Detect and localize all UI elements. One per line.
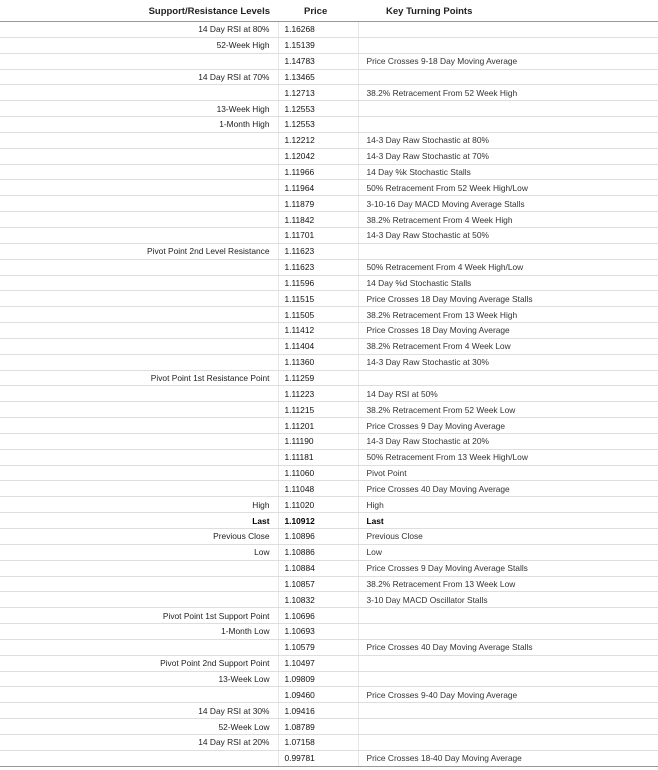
turning-point-cell [358, 370, 658, 386]
price-cell: 1.12212 [278, 132, 358, 148]
turning-point-cell: 38.2% Retracement From 4 Week High [358, 212, 658, 228]
table-row [0, 513, 658, 529]
turning-point-cell: Price Crosses 18 Day Moving Average Stalls [358, 291, 658, 307]
level-cell [0, 465, 278, 481]
level-cell [0, 132, 278, 148]
price-cell: 1.10693 [278, 624, 358, 640]
price-cell: 1.11190 [278, 433, 358, 449]
level-cell [0, 687, 278, 703]
table-row [0, 307, 658, 323]
turning-point-cell: Price Crosses 40 Day Moving Average Stalls [358, 639, 658, 655]
turning-point-cell: 14 Day RSI at 50% [358, 386, 658, 402]
turning-point-cell: 50% Retracement From 13 Week High/Low [358, 449, 658, 465]
turning-points-table [0, 2, 658, 767]
table-row [0, 560, 658, 576]
table-row [0, 85, 658, 101]
turning-point-cell: 14-3 Day Raw Stochastic at 80% [358, 132, 658, 148]
turning-point-cell [358, 624, 658, 640]
turning-point-cell: Price Crosses 18-40 Day Moving Average [358, 750, 658, 766]
level-cell [0, 449, 278, 465]
price-cell: 1.10896 [278, 529, 358, 545]
table-row [0, 703, 658, 719]
table-row [0, 243, 658, 259]
table-row [0, 608, 658, 624]
table-row [0, 148, 658, 164]
turning-point-cell [358, 734, 658, 750]
level-cell [0, 291, 278, 307]
table-header [0, 2, 658, 22]
price-cell: 1.09809 [278, 671, 358, 687]
price-cell: 1.13465 [278, 69, 358, 85]
price-cell: 1.09416 [278, 703, 358, 719]
level-cell [0, 592, 278, 608]
price-cell: 1.12553 [278, 101, 358, 117]
price-cell: 1.10579 [278, 639, 358, 655]
price-cell: 1.12713 [278, 85, 358, 101]
level-cell: Low [0, 544, 278, 560]
price-cell: 1.09460 [278, 687, 358, 703]
price-cell: 1.11360 [278, 354, 358, 370]
table-row [0, 180, 658, 196]
turning-point-cell [358, 703, 658, 719]
price-cell: 1.12042 [278, 148, 358, 164]
turning-point-cell: 14 Day %k Stochastic Stalls [358, 164, 658, 180]
table-row [0, 117, 658, 133]
price-cell: 1.08789 [278, 719, 358, 735]
table-row [0, 22, 658, 38]
table-row [0, 370, 658, 386]
price-cell: 1.10832 [278, 592, 358, 608]
price-cell: 1.11201 [278, 418, 358, 434]
level-cell [0, 639, 278, 655]
turning-point-cell [358, 69, 658, 85]
price-cell: 1.10886 [278, 544, 358, 560]
level-cell [0, 85, 278, 101]
table-row [0, 418, 658, 434]
price-cell: 1.10497 [278, 655, 358, 671]
table-row [0, 338, 658, 354]
turning-point-cell: 14-3 Day Raw Stochastic at 30% [358, 354, 658, 370]
price-cell: 1.11048 [278, 481, 358, 497]
level-cell: 1-Month High [0, 117, 278, 133]
level-cell [0, 402, 278, 418]
level-cell [0, 53, 278, 69]
table-row [0, 386, 658, 402]
turning-point-cell: Price Crosses 9-18 Day Moving Average [358, 53, 658, 69]
table-row [0, 576, 658, 592]
turning-point-cell: 38.2% Retracement From 13 Week Low [358, 576, 658, 592]
price-cell: 1.16268 [278, 22, 358, 38]
table-row [0, 402, 658, 418]
table-row [0, 196, 658, 212]
level-cell [0, 560, 278, 576]
level-cell [0, 354, 278, 370]
turning-point-cell [358, 655, 658, 671]
level-cell: 13-Week High [0, 101, 278, 117]
level-cell [0, 164, 278, 180]
level-cell: 52-Week Low [0, 719, 278, 735]
turning-point-cell [358, 671, 658, 687]
table-row [0, 101, 658, 117]
price-cell: 1.11879 [278, 196, 358, 212]
table-row [0, 529, 658, 545]
table-row [0, 544, 658, 560]
level-cell [0, 386, 278, 402]
price-cell: 1.11404 [278, 338, 358, 354]
turning-point-cell [358, 101, 658, 117]
turning-point-cell [358, 22, 658, 38]
turning-point-cell: 38.2% Retracement From 52 Week High [358, 85, 658, 101]
price-cell: 1.11060 [278, 465, 358, 481]
table-row [0, 164, 658, 180]
level-cell [0, 750, 278, 766]
level-cell: 13-Week Low [0, 671, 278, 687]
price-cell: 1.11020 [278, 497, 358, 513]
table-row [0, 592, 658, 608]
level-cell [0, 180, 278, 196]
level-cell: 14 Day RSI at 30% [0, 703, 278, 719]
price-cell: 1.10912 [278, 513, 358, 529]
table-row [0, 465, 658, 481]
level-cell [0, 338, 278, 354]
turning-point-cell: Price Crosses 40 Day Moving Average [358, 481, 658, 497]
table-row [0, 734, 658, 750]
turning-point-cell: 14-3 Day Raw Stochastic at 50% [358, 227, 658, 243]
price-cell: 1.11505 [278, 307, 358, 323]
turning-point-cell: 14-3 Day Raw Stochastic at 70% [358, 148, 658, 164]
price-cell: 1.12553 [278, 117, 358, 133]
level-cell: Pivot Point 2nd Level Resistance [0, 243, 278, 259]
price-cell: 1.10857 [278, 576, 358, 592]
table-row [0, 481, 658, 497]
table-row [0, 259, 658, 275]
level-cell: 1-Month Low [0, 624, 278, 640]
table-row [0, 354, 658, 370]
price-cell: 0.99781 [278, 750, 358, 766]
header-levels: Support/Resistance Levels [0, 2, 278, 22]
table-row [0, 53, 658, 69]
turning-point-cell: Low [358, 544, 658, 560]
price-cell: 1.11259 [278, 370, 358, 386]
turning-point-cell: 14-3 Day Raw Stochastic at 20% [358, 433, 658, 449]
turning-point-cell: 50% Retracement From 52 Week High/Low [358, 180, 658, 196]
turning-point-cell: High [358, 497, 658, 513]
level-cell: Last [0, 513, 278, 529]
level-cell [0, 227, 278, 243]
table-row [0, 639, 658, 655]
price-cell: 1.11964 [278, 180, 358, 196]
table-row [0, 69, 658, 85]
level-cell: Previous Close [0, 529, 278, 545]
turning-point-cell [358, 37, 658, 53]
level-cell: 14 Day RSI at 80% [0, 22, 278, 38]
header-row [0, 2, 658, 22]
level-cell: Pivot Point 1st Resistance Point [0, 370, 278, 386]
level-cell [0, 212, 278, 228]
turning-point-cell: Price Crosses 9 Day Moving Average [358, 418, 658, 434]
turning-point-cell: Price Crosses 9-40 Day Moving Average [358, 687, 658, 703]
turning-point-cell: Pivot Point [358, 465, 658, 481]
table-row [0, 275, 658, 291]
turning-point-cell: 38.2% Retracement From 13 Week High [358, 307, 658, 323]
price-cell: 1.14783 [278, 53, 358, 69]
turning-point-cell: 38.2% Retracement From 4 Week Low [358, 338, 658, 354]
table-row [0, 449, 658, 465]
table-row [0, 212, 658, 228]
turning-point-cell: Price Crosses 9 Day Moving Average Stalls [358, 560, 658, 576]
turning-point-cell: 3-10 Day MACD Oscillator Stalls [358, 592, 658, 608]
level-cell: 14 Day RSI at 20% [0, 734, 278, 750]
price-cell: 1.10884 [278, 560, 358, 576]
table-row [0, 433, 658, 449]
price-cell: 1.11623 [278, 259, 358, 275]
price-cell: 1.11412 [278, 323, 358, 339]
price-cell: 1.10696 [278, 608, 358, 624]
level-cell: Pivot Point 2nd Support Point [0, 655, 278, 671]
turning-point-cell: 38.2% Retracement From 52 Week Low [358, 402, 658, 418]
price-cell: 1.11515 [278, 291, 358, 307]
level-cell [0, 196, 278, 212]
price-cell: 1.11701 [278, 227, 358, 243]
table-row [0, 624, 658, 640]
turning-point-cell [358, 608, 658, 624]
level-cell [0, 259, 278, 275]
level-cell [0, 307, 278, 323]
turning-point-cell [358, 719, 658, 735]
table-row [0, 750, 658, 766]
level-cell: 14 Day RSI at 70% [0, 69, 278, 85]
table-row [0, 132, 658, 148]
price-cell: 1.11623 [278, 243, 358, 259]
table-row [0, 323, 658, 339]
price-cell: 1.11223 [278, 386, 358, 402]
turning-point-cell: Price Crosses 18 Day Moving Average [358, 323, 658, 339]
price-cell: 1.15139 [278, 37, 358, 53]
turning-point-cell: Last [358, 513, 658, 529]
level-cell [0, 323, 278, 339]
turning-point-cell: 50% Retracement From 4 Week High/Low [358, 259, 658, 275]
table-row [0, 719, 658, 735]
price-cell: 1.11842 [278, 212, 358, 228]
level-cell [0, 148, 278, 164]
level-cell [0, 576, 278, 592]
turning-point-cell: 3-10-16 Day MACD Moving Average Stalls [358, 196, 658, 212]
level-cell [0, 418, 278, 434]
turning-point-cell [358, 117, 658, 133]
level-cell [0, 433, 278, 449]
header-turning-points: Key Turning Points [358, 2, 658, 22]
header-price: Price [278, 2, 358, 22]
table-row [0, 37, 658, 53]
turning-point-cell: Previous Close [358, 529, 658, 545]
turning-point-cell [358, 243, 658, 259]
table-row [0, 655, 658, 671]
table-row [0, 687, 658, 703]
table-row [0, 497, 658, 513]
price-cell: 1.11596 [278, 275, 358, 291]
level-cell [0, 275, 278, 291]
turning-point-cell: 14 Day %d Stochastic Stalls [358, 275, 658, 291]
price-cell: 1.11215 [278, 402, 358, 418]
price-cell: 1.07158 [278, 734, 358, 750]
table-body [0, 22, 658, 767]
price-cell: 1.11966 [278, 164, 358, 180]
level-cell: 52-Week High [0, 37, 278, 53]
level-cell: Pivot Point 1st Support Point [0, 608, 278, 624]
price-cell: 1.11181 [278, 449, 358, 465]
level-cell [0, 481, 278, 497]
level-cell: High [0, 497, 278, 513]
table-row [0, 227, 658, 243]
table-row [0, 291, 658, 307]
table-row [0, 671, 658, 687]
